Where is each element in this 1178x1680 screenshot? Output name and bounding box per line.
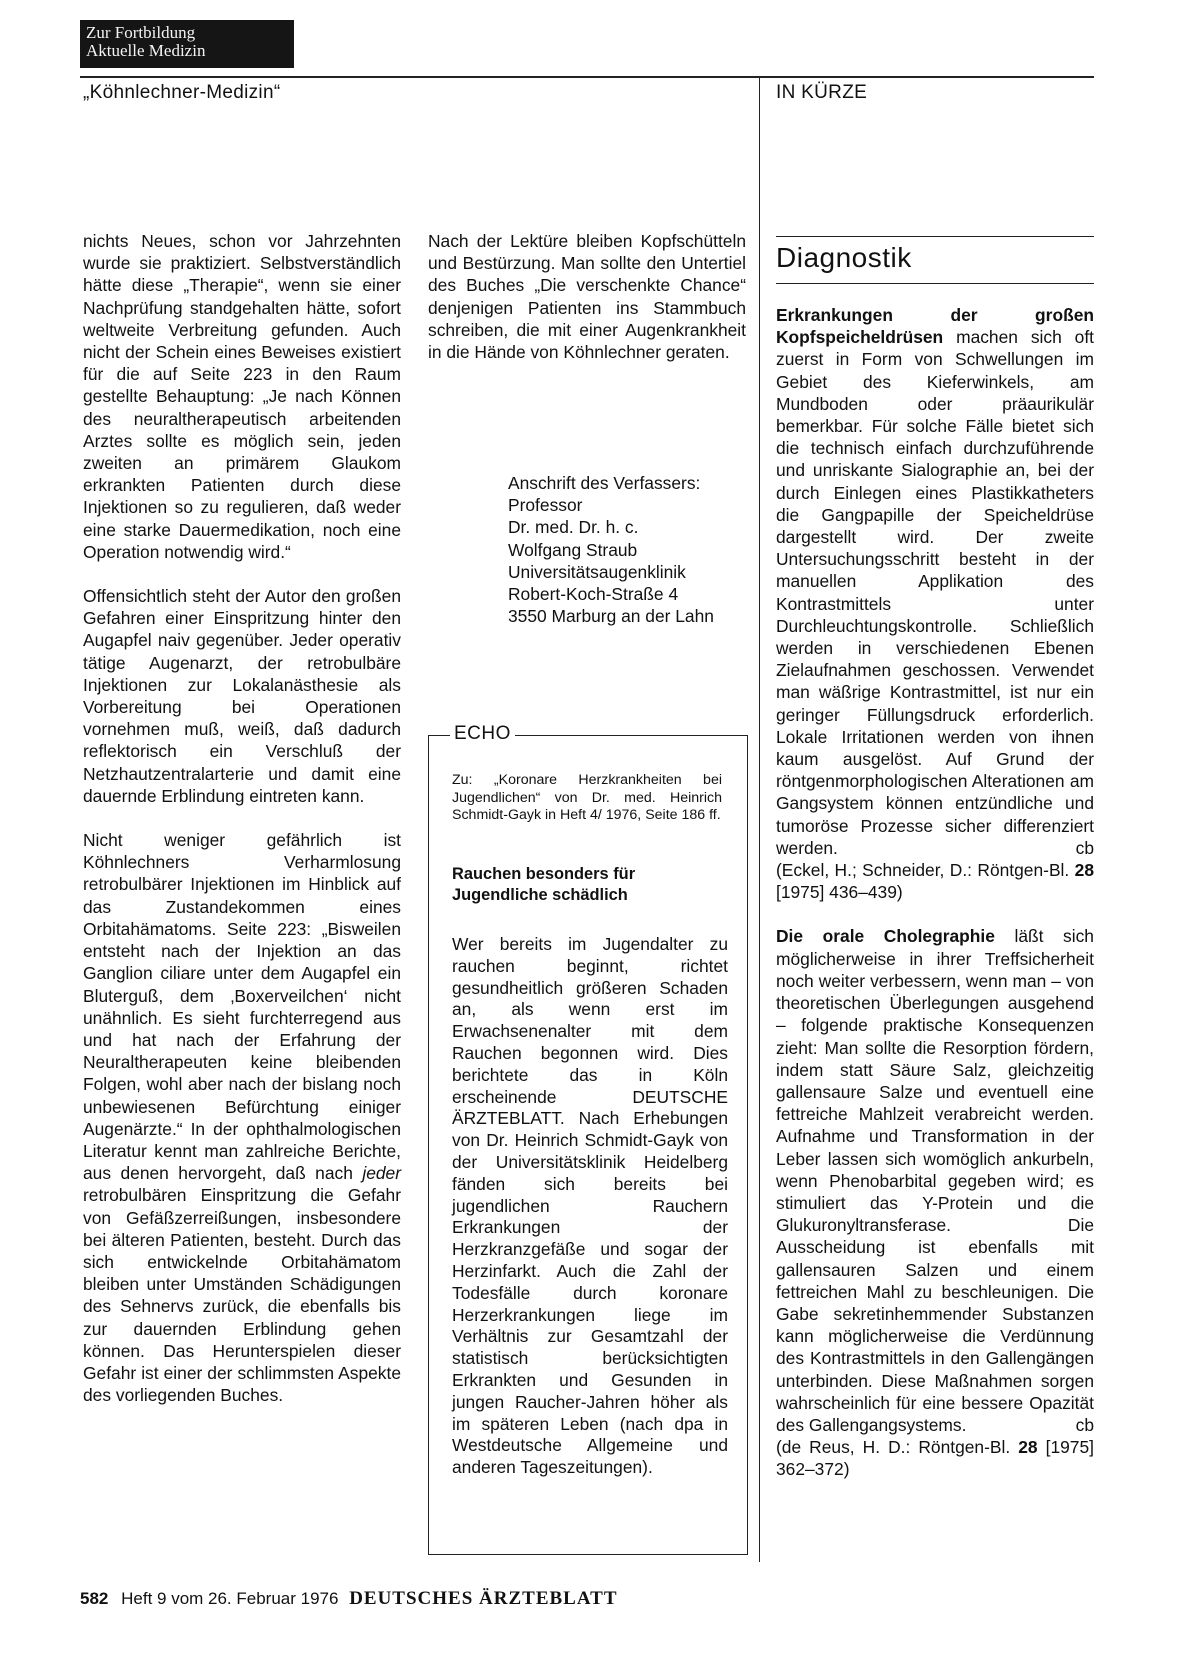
article-title: „Köhnlechner-Medizin“	[83, 82, 281, 103]
article-column-2	[428, 230, 746, 363]
citation	[776, 1437, 1094, 1479]
echo-headline: Rauchen besonders für Jugendliche schädlich	[452, 865, 636, 904]
author-address	[508, 472, 748, 627]
emphasis: jeder	[362, 1163, 402, 1184]
echo-label: ECHO	[450, 723, 515, 745]
issue-info: Heft 9 vom 26. Februar 1976	[121, 1589, 339, 1608]
news-item-lead: Erkrankungen der großen Kopfspeicheldrüsen	[776, 305, 1094, 348]
journal-name: DEUTSCHES ÄRZTEBLATT	[349, 1588, 618, 1609]
address-line: Dr. med. Dr. h. c.	[508, 517, 639, 538]
badge-line-2: Aktuelle Medizin	[86, 41, 206, 60]
paragraph: nichts Neues, schon vor Jahrzehnten wurde sie praktiziert. Selbstverständlich hätte diese „Therapie“, wenn sie einer Nachprüfung standgehalten hätte, sofort weltweite Verbreitung gefunden. Auch nicht der Schein eines Beweises existiert für die auf Seite 223 in den Raum gestellte Behauptung: „Je nach Können des neuraltherapeutisch arbeitenden Arztes sollte es möglich sein, jeden zweiten an primärem Glaukom erkrankten Patienten durch diese Injektionen so zu regulieren, daß weder eine starke Dauermedikation, noch eine Operation notwendig wird.“	[83, 231, 401, 562]
citation-text: (de Reus, H. D.: Röntgen-Bl.	[776, 1437, 1011, 1458]
column-divider	[759, 76, 760, 1562]
paragraph-text: retrobulbären Einspritzung die Gefahr von Gefäßzerreißungen, insbesondere bei älteren Patienten, besteht. Durch das sich entwickelnde Orbitahämatom bleiben unter Umständen Schädigungen des Sehnervs zurück, die ebenfalls bis zur dauernden Erblindung gehen können. Das Herunterspielen dieser Gefahr ist einer der schlimmsten Aspekte des vorliegenden Buches.	[83, 1185, 401, 1406]
news-item-lead: Die orale Cholegraphie	[776, 926, 995, 947]
citation	[776, 860, 1094, 902]
news-item-text: machen sich oft zuerst in Form von Schwellungen im Gebiet des Kieferwinkels, am Mundboden oder präaurikulär bemerkbar. Für solche Fälle bietet sich die technisch einfach durchzuführende und unriskante Sialographie an, bei der durch Einlegen eines Plastikkatheters die Gangpapille der Speicheldrüse dargestellt wird. Der zweite Untersuchungsschritt besteht in der manuellen Applikation des Kontrastmittels unter Durchleuchtungskontrolle. Schließlich werden in verschiedenen Ebenen Zielaufnahmen geschossen. Verwendet man wäßrige Kontrastmittel, ist nur ein geringer Füllungsdruck erforderlich. Lokale Irritationen werden von ihnen kaum ausgelöst. Auf Grund der röntgenmorphologischen Alterationen am Gangsystem können entzündliche und tumoröse Prozesse sicher differenziert werden.	[776, 327, 1094, 858]
page-number: 582	[80, 1589, 109, 1608]
address-line: Robert-Koch-Straße 4	[508, 584, 679, 605]
header-rule	[80, 76, 1094, 78]
section-title: IN KÜRZE	[776, 82, 868, 103]
section-badge	[80, 20, 294, 68]
citation-text: (Eckel, H.; Schneider, D.: Röntgen-Bl.	[776, 860, 1070, 881]
category-heading: Diagnostik	[776, 242, 912, 273]
address-line: Wolfgang Straub	[508, 539, 638, 560]
citation-volume: 28	[1074, 860, 1095, 881]
author-initials: cb	[1075, 1414, 1094, 1435]
address-line: 3550 Marburg an der Lahn	[508, 606, 714, 627]
citation-year: [1975] 436–439)	[776, 882, 903, 903]
article-column-1	[83, 230, 401, 1406]
page-footer	[80, 1588, 618, 1610]
paragraph-text: Nicht weniger gefährlich ist Köhnlechners Verharmlosung retrobulbärer Injektionen im Hinblick auf das Zustandekommen eines Orbitahämatoms. Seite 223: „Bisweilen entsteht nach der Injektion an das Ganglion ciliare unter dem Augapfel ein Bluterguß, dem ‚Boxerveilchen‘ nicht unähnlich. Es sieht furchterregend aus und hat nach der Erfahrung der Neuraltherapeuten keine bleibenden Folgen, wohl aber nach der bislang noch unbewiesenen Befürchtung einiger Augenärzte.“ In der ophthalmologischen Literatur kennt man zahlreiche Berichte, aus denen hervorgeht, daß nach	[83, 830, 401, 1184]
heading-rule-top	[776, 236, 1094, 237]
echo-body: Wer bereits im Jugendalter zu rauchen beginnt, richtet gesundheitlich größeren Schaden an, als wenn erst im Erwachsenenalter mit dem Rauchen begonnen wird. Dies berichtete das in Köln erscheinende DEUTSCHE ÄRZTEBLATT. Nach Erhebungen von Dr. Heinrich Schmidt-Gayk von der Universitätsklinik Heidelberg fänden sich bereits bei jugendlichen Rauchern Erkrankungen der Herzkranzgefäße und sogar der Herzinfarkt. Auch die Zahl der Todesfälle durch koronare Herzerkrankungen liege im Verhältnis zur Gesamtzahl der statistisch berücksichtigten Erkrankten und Gesunden in jungen Raucher-Jahren höher als im späteren Leben (nach dpa in Westdeutsche Allgemeine und anderen Tageszeitungen).	[452, 934, 728, 1478]
citation-volume: 28	[1018, 1437, 1038, 1458]
heading-rule-bottom	[776, 283, 1094, 284]
paragraph: Offensichtlich steht der Autor den großen Gefahren einer Einspritzung hinter den Augapfel naiv gegenüber. Jeder operativ tätige Augenarzt, der retrobulbäre Injektionen zur Lokalanästhesie als Vorbereitung bei Operationen vornehmen muß, weiß, daß dadurch reflektorisch ein Verschluß der Netzhautzentralarterie und damit eine dauernde Erblindung eintreten kann.	[83, 586, 401, 806]
echo-reference: Zu: „Koronare Herzkrankheiten bei Jugendlichen“ von Dr. med. Heinrich Schmidt-Gayk in Heft 4/ 1976, Seite 186 ff.	[452, 772, 722, 823]
news-item	[776, 925, 1094, 1480]
citation-year: [1975] 362–372)	[776, 1437, 1094, 1480]
news-item	[776, 304, 1094, 903]
author-initials: cb	[1075, 837, 1094, 858]
paragraph	[83, 829, 401, 1406]
address-line: Professor	[508, 495, 583, 516]
address-line: Anschrift des Verfassers:	[508, 473, 701, 493]
news-item-text: läßt sich möglicherweise in ihrer Treffsicherheit noch weiter verbessern, wenn man – von theoretischen Überlegungen ausgehend – folgende praktische Konsequenzen zieht: Man sollte die Resorption fördern, indem statt Säure Salz, gleichzeitig gallensaure Salze und eventuell eine fettreiche Mahlzeit verabreicht werden. Aufnahme und Transformation in der Leber lassen sich womöglich ankurbeln, wenn Phenobarbital gegeben wird; es stimuliert das Y-Protein und die Glukuronyltransferase. Die Ausscheidung ist ebenfalls mit gallensauren Salzen und einem fettreichen Mahl zu beschleunigen. Die Gabe sekretinhemmender Substanzen kann möglicherweise die Verdünnung des Kontrastmittels in den Gallengängen unterbinden. Diese Maßnahmen sorgen wahrscheinlich für eine bessere Opazität des Gallengangsystems.	[776, 926, 1094, 1435]
paragraph: Nach der Lektüre bleiben Kopfschütteln und Bestürzung. Man sollte den Untertiel des Buches „Die verschenkte Chance“ denjenigen Patienten ins Stammbuch schreiben, die mit einer Augenkrankheit in die Hände von Köhnlechner geraten.	[428, 231, 746, 363]
badge-line-1: Zur Fortbildung	[86, 23, 196, 42]
article-column-3	[776, 304, 1094, 1481]
address-line: Universitätsaugenklinik	[508, 561, 686, 582]
